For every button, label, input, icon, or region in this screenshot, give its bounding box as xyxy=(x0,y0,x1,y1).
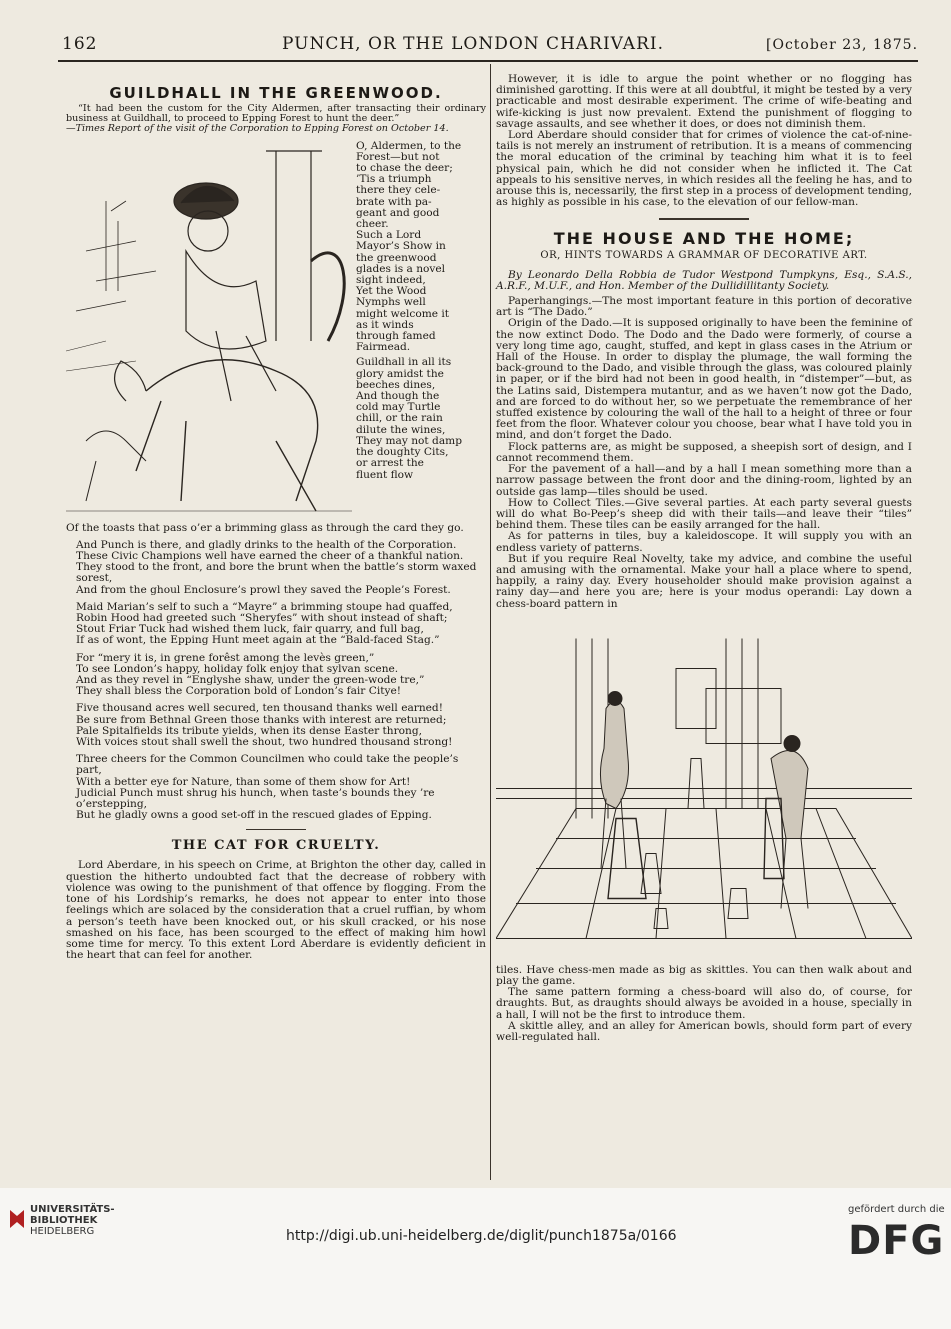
guildhall-title: GUILDHALL IN THE GREENWOOD. xyxy=(109,84,443,102)
house-paragraph: The same pattern forming a chess-board will also do, of course, for draughts. But, as draughts should always be avoided in a house, specially in a hall, I will not be the first to introduce them. xyxy=(496,986,912,1021)
poem-line: or arrest the xyxy=(356,457,424,470)
funder-note: gefördert durch die xyxy=(848,1204,945,1215)
poem-line: They shall bless the Corporation bold of London’s fair Citye! xyxy=(76,685,401,698)
poem-stanza xyxy=(66,754,486,821)
cat-paragraph: Lord Aberdare should consider that for crimes of violence the cat-of-nine-tails is not merely an instrument of retribution. It is a means of commencing the moral education of the criminal by teaching him what it is to feel physical pain, which he did not consider when he inflicted it. The Cat appeals to his sensitive nerves, in which resides all the feeling he has, and to arouse this is, necessarily, the first step in a process of development tending, as highly as possible in his case, to the elevation of our fellow-man. xyxy=(496,129,912,209)
poem-stanza xyxy=(66,703,486,748)
house-paragraph: Flock patterns are, as might be supposed, a sheepish sort of design, and I cannot recommend them. xyxy=(496,440,912,464)
library-name-line: HEIDELBERG xyxy=(30,1226,95,1237)
house-paragraph: As for patterns in tiles, buy a kaleidoscope. It will supply you with an endless variety of patterns. xyxy=(496,530,912,554)
poem-line: Mayor’s Show in xyxy=(356,240,446,253)
poem-line: Five thousand acres well secured, ten thousand thanks well earned! xyxy=(76,702,443,715)
poem-line: For “mery it is, in grene forêst among the levès green,” xyxy=(76,651,375,664)
poem-line: the doughty Cits, xyxy=(356,446,449,459)
poem-line: And though the xyxy=(356,390,440,403)
cat-title: THE CAT FOR CRUELTY. xyxy=(171,838,381,854)
digitization-footer xyxy=(0,1188,951,1329)
guildhall-epigraph-source: —Times Report of the visit of the Corporation to Epping Forest on October 14. xyxy=(66,123,449,135)
page-number: 162 xyxy=(62,34,98,54)
house-paragraph: A skittle alley, and an alley for American bowls, should form part of every well-regulated hall. xyxy=(496,1019,912,1043)
house-paragraph: But if you require Real Novelty, take my advice, and combine the useful and amusing with the ornamental. Make your hall a place where to spend, happily, a rainy day. Every householder should make provision against a rainy day—and here you are; here is your modus operandi: Lay down a chess-board pattern in xyxy=(496,552,912,610)
poem-line: And Punch is there, and gladly drinks to the health of the Corporation. xyxy=(76,538,457,551)
poem-line: Forest—but not xyxy=(356,150,440,163)
poem-line: And as they revel in “Englyshe shaw, under the green-wode tre,” xyxy=(76,674,425,687)
poem-line: as it winds xyxy=(356,318,414,331)
poem-line: Yet the Wood xyxy=(356,285,427,298)
poem-line: These Civic Champions well have earned the cheer of a thankful nation. xyxy=(76,550,464,563)
guildhall-epigraph: “It had been the custom for the City Aldermen, after transacting their ordinary business at Guildhall, to proceed to Epping Forest to hunt the deer.” xyxy=(66,103,486,125)
poem-line: They stood to the front, and bore the brunt when the battle’s storm waxed sorest, xyxy=(76,561,477,585)
chess-hall-illustration xyxy=(496,616,912,961)
hunting-alderman-illustration xyxy=(66,141,352,521)
poem-stanza xyxy=(66,523,486,534)
poem-line: there they cele- xyxy=(356,184,441,197)
library-name-line: BIBLIOTHEK xyxy=(30,1215,98,1226)
poem-line: Nymphs well xyxy=(356,296,426,309)
house-subtitle: OR, HINTS TOWARDS A GRAMMAR OF DECORATIVE ART. xyxy=(540,250,868,262)
poem-line: geant and good xyxy=(356,206,440,219)
poem-line: dilute the wines, xyxy=(356,423,446,436)
poem-stanza xyxy=(66,653,486,698)
cat-paragraph: Lord Aberdare, in his speech on Crime, at Brighton the other day, called in question the hitherto undoubted fact that the decrease of robbery with violence was owing to the punishment of that offence by flogging. From the tone of his Lordship’s remarks, he does not appear to enter into those feelings which are solaced by the consideration that a cruel ruffian, by whom a person’s teeth have been knocked out, or his skull cracked, or his nose smashed on his face, has been scourged to the effect of making him howl some time for mercy. To this extent Lord Aberdare is evidently deficient in the heart that can feel for another. xyxy=(66,859,486,962)
left-column xyxy=(66,84,486,961)
poem-line: fluent flow xyxy=(356,468,414,481)
house-paragraph: tiles. Have chess-men made as big as skittles. You can then walk about and play the game. xyxy=(496,963,912,987)
poem-line: And from the ghoul Enclosure’s prowl they saved the People’s Forest. xyxy=(76,583,451,596)
poem-line: Stout Friar Tuck had wished them luck, fair quarry, and full bag, xyxy=(76,623,424,636)
poem-line: To see London’s happy, holiday folk enjoy that sylvan scene. xyxy=(76,662,399,675)
poem-line: Guildhall in all its xyxy=(356,356,452,369)
poem-line: glades is a novel xyxy=(356,262,446,275)
house-byline: By Leonardo Della Robbia de Tudor Westpond Tumpkyns, Esq., S.A.S., A.R.F., M.U.F., and Hon. Member of the Dullidillitanty Society. xyxy=(496,268,912,292)
source-url-link[interactable]: http://digi.ub.uni-heidelberg.de/diglit/punch1875a/0166 xyxy=(286,1228,677,1244)
cat-paragraph: However, it is idle to argue the point whether or no flogging has diminished garotting. If this were at all doubtful, it might be tested by a very practicable and most desirable experiment. The crime of wife-beating and wife-kicking is just now prevalent. Extend the punishment of flogging to savage assaults, and see whether it does, or does not diminish them. xyxy=(496,73,912,130)
poem-line: But he gladly owns a good set-off in the rescued glades of Epping. xyxy=(76,809,432,822)
house-title: THE HOUSE AND THE HOME; xyxy=(553,229,855,249)
poem-line: Judicial Punch must shrug his hunch, when taste’s bounds they ’re o’erstepping, xyxy=(76,786,435,811)
house-paragraph: For the pavement of a hall—and by a hall I mean something more than a narrow passage between the front door and the dining-room, lighted by an outside gas lamp—tiles should be used. xyxy=(496,463,912,498)
header-rule xyxy=(58,60,918,62)
section-rule xyxy=(246,829,306,830)
poem-line: O, Aldermen, to the xyxy=(356,139,462,152)
right-column xyxy=(496,74,912,1043)
poem-line: might welcome it xyxy=(356,307,450,320)
poem-line: chill, or the rain xyxy=(356,412,443,425)
university-library-logo-icon xyxy=(8,1208,26,1230)
poem-line: glory amidst the xyxy=(356,367,444,380)
library-name xyxy=(30,1204,115,1237)
masthead-title: PUNCH, OR THE LONDON CHARIVARI. xyxy=(282,34,664,54)
house-paragraph: How to Collect Tiles.—Give several parties. At each party several guests will do what Bo-Peep’s sheep did with their tails—and leave their “tiles” behind them. These tiles can be easily arranged for the hall. xyxy=(496,496,912,532)
poem-line: If as of wont, the Epping Hunt meet again at the “Bald-faced Stag.” xyxy=(76,634,440,647)
poem-line: Robin Hood had greeted such “Sheryfes” with shout instead of shaft; xyxy=(76,612,448,625)
poem-line: With a better eye for Nature, than some of them show for Art! xyxy=(76,775,411,788)
poem-line: Pale Spitalfields its tribute yields, when its dense Easter throng, xyxy=(76,724,423,737)
issue-date: [October 23, 1875. xyxy=(766,37,919,53)
house-paragraph: Origin of the Dado.—It is supposed originally to have been the feminine of the now extinct Dodo. The Dodo and the Dado were formerly, of course a very long time ago, caught, stuffed, and kept in glass cases in the Atrium or Hall of the House. In order to display the plumage, the wall forming the back-ground to the Dado, and visible through the glass, was coloured plainly in paper, or if the bird had not been in good health, in “distemper”—but, as the Latins said, Distempera mutantur, and as we haven’t now got the Dado, and are forced to do without her, so we perpetuate the remembrance of her stuffed existence by colouring the wall of the hall to a height of three or four feet from the floor. Whatever colour you choose, bear what I have told you in mind, and don’t forget the Dado. xyxy=(496,317,912,442)
poem-line: Of the toasts that pass o’er a brimming glass as through the card they go. xyxy=(66,521,464,534)
poem-line: Maid Marian’s self to such a “Mayre” a brimming stoupe had quaffed, xyxy=(76,600,453,613)
poem-line: With voices stout shall swell the shout, two hundred thousand strong! xyxy=(76,736,453,749)
poem-line: to chase the deer; xyxy=(356,162,453,175)
poem-line: beeches dines, xyxy=(356,378,436,391)
poem-stanza xyxy=(66,602,486,647)
poem-line: the greenwood xyxy=(356,251,437,264)
poem-stanza xyxy=(66,540,486,596)
library-name-line: UNIVERSITÄTS- xyxy=(30,1204,115,1215)
section-rule xyxy=(659,218,749,220)
poem-line: ’Tis a triumph xyxy=(356,173,432,186)
poem-line: sight indeed, xyxy=(356,274,426,287)
poem-line: Be sure from Bethnal Green those thanks with interest are returned; xyxy=(76,713,447,726)
poem-line: Fairmead. xyxy=(356,341,411,354)
house-paragraph: Paperhangings.—The most important feature in this portion of decorative art is “The Dado.” xyxy=(496,295,912,319)
poem-line: Such a Lord xyxy=(356,229,422,242)
poem-line: brate with pa- xyxy=(356,195,432,208)
poem-line: through famed xyxy=(356,330,436,343)
poem-line: cold may Turtle xyxy=(356,401,441,414)
poem-line: They may not damp xyxy=(356,434,462,447)
poem-line: Three cheers for the Common Councilmen who could take the people’s part, xyxy=(76,753,459,777)
column-divider xyxy=(490,64,491,1180)
poem-line: cheer. xyxy=(356,218,389,231)
funder-logo: DFG xyxy=(848,1218,945,1264)
